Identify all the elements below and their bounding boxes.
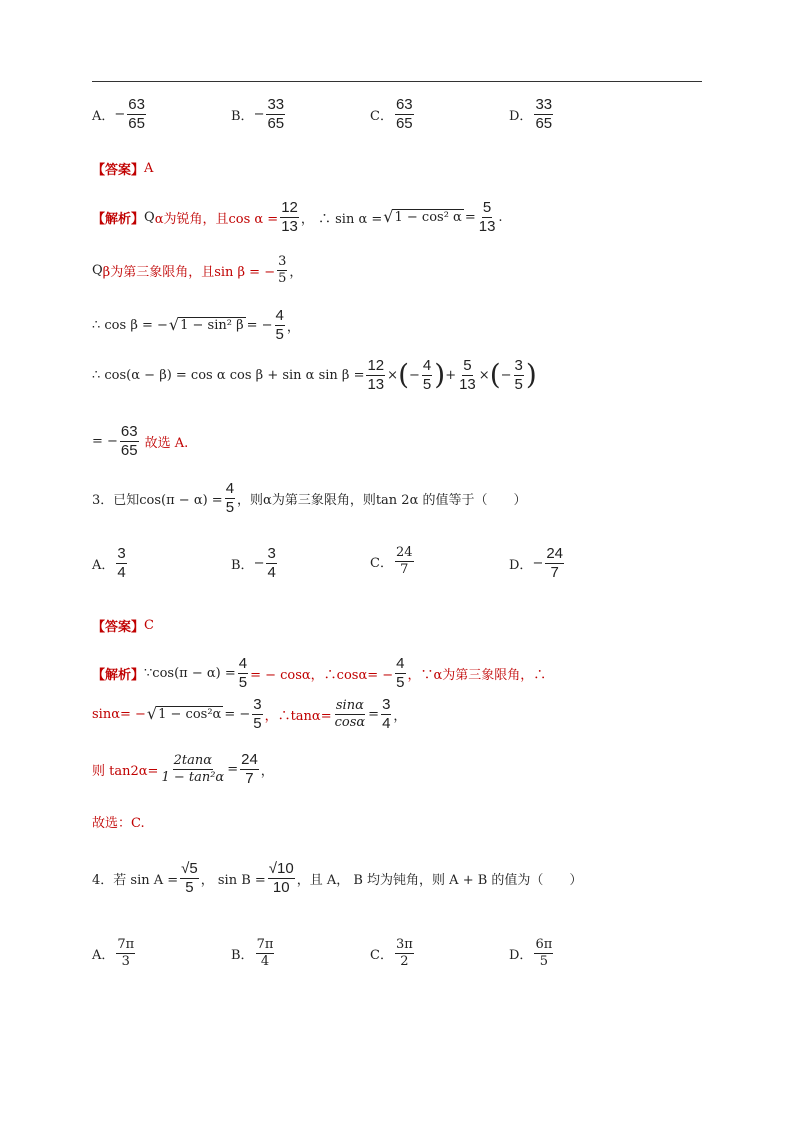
denominator: cosα [334, 714, 366, 730]
numerator: 4 [238, 655, 248, 672]
numerator: 24 [241, 751, 258, 768]
fraction [366, 358, 385, 393]
denominator: 7 [245, 769, 254, 787]
numerator: 3 [278, 254, 287, 269]
header-rule [92, 81, 702, 82]
numerator: 2tanα [173, 753, 213, 769]
answer-value: A [144, 161, 154, 176]
radicand: 1 − cos² α [394, 210, 462, 226]
math-text: = − [92, 433, 118, 449]
math-text: ，∴tanα= [264, 708, 332, 724]
analysis-line-3 [92, 308, 300, 343]
sqrt: √ 1 − sin² β [168, 315, 244, 335]
fraction [422, 358, 432, 393]
numerator: 7π [256, 937, 274, 952]
denominator: 10 [272, 878, 290, 896]
option-label: B． [231, 947, 254, 963]
denominator: 5 [225, 498, 235, 516]
math-text: 3．已知cos(π − α) = [92, 492, 223, 508]
numerator: 12 [281, 199, 298, 216]
option-fraction [116, 546, 126, 581]
analysis-line-3 [92, 752, 274, 787]
math-text: ， [393, 708, 407, 724]
fraction [120, 424, 139, 459]
option-fraction [545, 546, 564, 581]
denominator: 65 [128, 114, 145, 132]
denominator: 7 [550, 563, 559, 581]
analysis-tag: 【解析】 [92, 667, 145, 683]
fraction [180, 861, 199, 896]
math-text: × [478, 367, 490, 383]
radicand: 1 − cos²α [158, 707, 222, 723]
fraction [268, 861, 295, 896]
fraction [238, 656, 248, 691]
math-text: = − cosα，∴cosα= − [250, 667, 394, 683]
option-fraction [395, 938, 414, 968]
denominator: 65 [120, 441, 138, 459]
denominator: 2 [400, 953, 409, 969]
fraction [275, 308, 285, 343]
numerator: 3 [267, 545, 276, 562]
numerator: 7π [117, 937, 135, 952]
denominator: 5 [396, 673, 405, 691]
option-a [92, 546, 129, 581]
option-label: B． [231, 108, 254, 124]
math-text: β为第三象限角，且sin β = − [102, 264, 276, 280]
option-sign: − [253, 106, 265, 122]
option-fraction [127, 97, 146, 132]
math-text: = − [246, 317, 273, 333]
math-text: ，则α为第三象限角，则tan 2α 的值等于（ ） [237, 492, 527, 508]
option-label: D． [509, 108, 533, 124]
option-sign: − [532, 555, 544, 571]
denominator: 5 [253, 714, 262, 732]
analysis-tag: 【解析】 [92, 211, 145, 227]
fraction [252, 697, 262, 732]
denominator: 65 [267, 114, 285, 132]
radicand: 1 − sin² β [180, 318, 244, 334]
option-fraction [266, 97, 285, 132]
analysis-line-2 [92, 697, 406, 732]
denominator: 13 [367, 375, 385, 393]
fraction [395, 656, 405, 691]
numerator: 5 [463, 357, 472, 374]
math-text: ， [289, 264, 303, 280]
math-text: 则 tan2α= [92, 763, 159, 779]
analysis-line-5 [92, 424, 188, 459]
math-text: 4．若 sin A = [92, 872, 179, 888]
question-3-stem [92, 481, 527, 516]
numerator: 63 [120, 423, 138, 440]
numerator: 4 [396, 655, 405, 672]
math-text: = [227, 761, 239, 777]
math-text: . [498, 209, 503, 225]
analysis-line-4: ∴ cos(α − β) = cos α cos β + sin α sin β = $\frac{12}{13}$ × ( − $\frac{4}{5}$ ) + $\frac{5}{13}$ × ( − $\frac{3}{5}$ ) [92, 357, 537, 393]
option-b [231, 938, 276, 968]
fraction [240, 752, 259, 787]
math-text: ， ∴ sin α = [300, 211, 383, 227]
numerator: 3 [514, 357, 523, 374]
option-d [509, 97, 555, 132]
numerator: 4 [225, 480, 235, 497]
math-text: = − [224, 706, 251, 722]
denominator: 4 [260, 953, 270, 969]
sqrt: √ 1 − cos²α [146, 704, 222, 724]
math-text: sinα= − [92, 706, 146, 722]
math-text: Q [144, 209, 155, 225]
numerator: 24 [546, 545, 564, 562]
option-label: D． [509, 947, 533, 963]
option-c [370, 938, 416, 968]
numerator: 6π [535, 937, 553, 952]
denominator: 7 [400, 561, 409, 577]
fraction [160, 754, 225, 784]
denominator: 1 − tan²α [161, 769, 225, 785]
fraction [381, 697, 391, 732]
math-text: Q [92, 262, 103, 278]
denominator: 65 [535, 114, 553, 132]
numerator: √10 [268, 860, 294, 877]
option-c [370, 97, 416, 132]
option-c [370, 546, 416, 576]
answer-line [92, 616, 154, 635]
numerator: 3 [382, 696, 391, 713]
analysis-line-4 [92, 812, 145, 831]
option-sign: − [253, 555, 265, 571]
denominator: 5 [278, 270, 287, 286]
option-fraction [256, 938, 275, 968]
option-a [92, 938, 137, 968]
option-fraction [534, 938, 553, 968]
answer-line [92, 159, 153, 178]
denominator: 5 [275, 325, 284, 343]
numerator: 33 [535, 96, 553, 113]
option-b [231, 546, 279, 581]
math-text: = [368, 706, 380, 722]
math-text: α为锐角，且cos α = [154, 211, 279, 227]
math-text: ∵cos(π − α) = [144, 665, 236, 681]
math-text: ∴ cos β = − [92, 317, 168, 333]
numerator: √5 [181, 860, 198, 877]
option-label: C． [370, 947, 393, 963]
question-4-stem [92, 861, 582, 896]
option-label: A． [92, 947, 115, 963]
math-text: ∴ cos(α − β) = cos α cos β + sin α sin β = [92, 367, 365, 383]
option-fraction [116, 938, 135, 968]
fraction [514, 358, 524, 393]
denominator: 5 [422, 375, 432, 393]
fraction [225, 481, 235, 516]
option-label: C． [370, 108, 393, 124]
analysis-line-2 [92, 255, 302, 285]
math-text: ， [286, 319, 300, 335]
fraction [478, 200, 497, 235]
fraction [277, 255, 287, 285]
denominator: 13 [478, 217, 496, 235]
option-a [92, 97, 148, 132]
numerator: 5 [482, 199, 492, 216]
conclusion-text: 故选：C. [92, 816, 145, 831]
fraction [280, 200, 299, 235]
analysis-line-1 [92, 200, 503, 235]
math-text: ，且 A， B 均为钝角，则 A + B 的值为（ ） [296, 872, 583, 888]
math-text: ， sin B = [200, 872, 266, 888]
sqrt: √ 1 − cos² α [383, 207, 462, 227]
fraction [458, 358, 477, 393]
math-text: ， [260, 763, 274, 779]
answer-tag: 【答案】 [92, 620, 145, 635]
denominator: 5 [514, 375, 523, 393]
conclusion-text: 故选 A. [144, 435, 189, 451]
denominator: 5 [539, 953, 548, 969]
option-label: D． [509, 557, 533, 573]
numerator: sinα [335, 698, 364, 714]
answer-value: C [144, 618, 154, 633]
numerator: 4 [422, 357, 432, 374]
numerator: 24 [395, 545, 413, 560]
option-label: B． [231, 557, 254, 573]
math-text: ，∵α为第三象限角，∴ [407, 667, 547, 683]
option-fraction [266, 546, 276, 581]
math-text: = [464, 209, 476, 225]
denominator: 13 [281, 217, 298, 235]
denominator: 13 [459, 375, 476, 393]
math-text: + [445, 367, 457, 383]
option-fraction [395, 97, 414, 132]
fraction [334, 699, 367, 729]
option-sign: − [114, 106, 126, 122]
option-fraction [395, 546, 414, 576]
option-d [509, 546, 566, 581]
denominator: 4 [267, 563, 276, 581]
numerator: 3π [395, 937, 413, 952]
numerator: 4 [275, 307, 284, 324]
numerator: 63 [395, 96, 413, 113]
numerator: 33 [267, 96, 285, 113]
option-b [231, 97, 287, 132]
denominator: 65 [395, 114, 413, 132]
option-fraction [534, 97, 553, 132]
denominator: 5 [238, 673, 248, 691]
numerator: 3 [117, 545, 126, 562]
analysis-line-1 [92, 656, 546, 691]
numerator: 63 [128, 96, 145, 113]
denominator: 3 [121, 953, 130, 969]
denominator: 4 [382, 714, 391, 732]
option-label: A． [92, 557, 115, 573]
option-label: A． [92, 108, 115, 124]
numerator: 3 [253, 696, 262, 713]
option-label: C． [370, 555, 393, 571]
denominator: 4 [117, 563, 126, 581]
option-d [509, 938, 555, 968]
numerator: 12 [367, 357, 385, 374]
math-text: × [387, 367, 399, 383]
answer-tag: 【答案】 [92, 163, 145, 178]
denominator: 5 [185, 878, 194, 896]
